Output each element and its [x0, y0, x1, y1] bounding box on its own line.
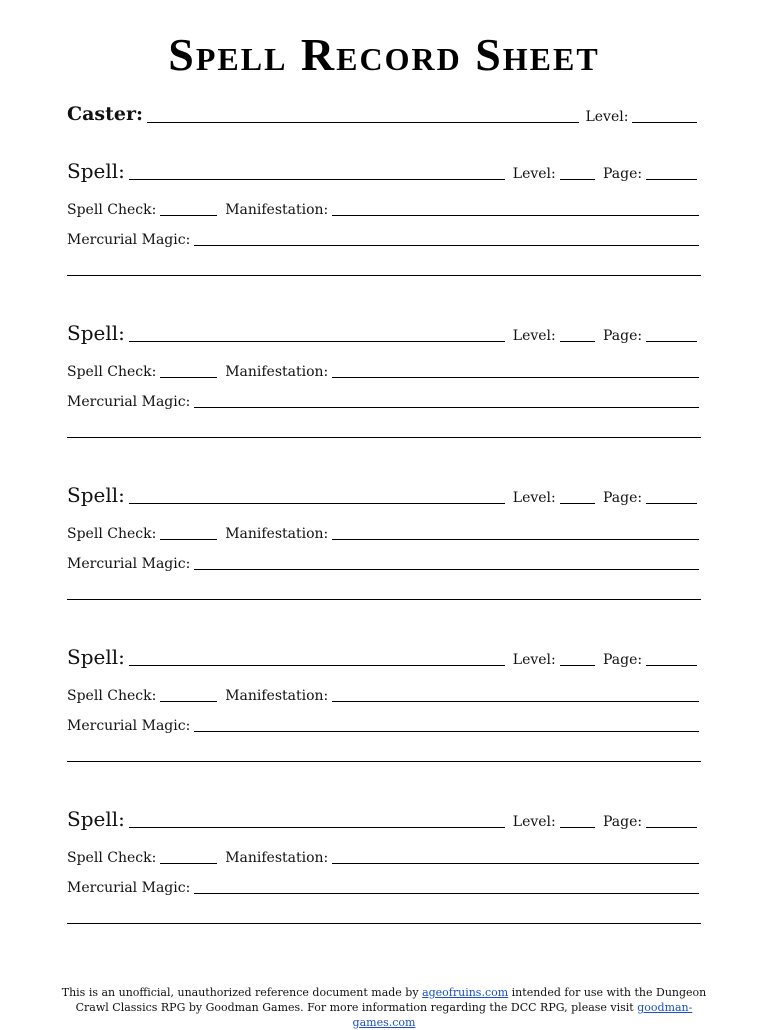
spell-level-label: Level: [512, 166, 556, 182]
spell-level-field[interactable] [560, 665, 595, 666]
spell-level-label: Level: [512, 652, 556, 668]
spell-check-row [67, 688, 699, 704]
spell-row [67, 322, 697, 344]
footer-text-1: This is an unofficial, unauthorized reference document made by [61, 986, 423, 999]
spell-page-label: Page: [602, 652, 643, 668]
spell-check-label: Spell Check: [67, 850, 157, 866]
mercurial-magic-label: Mercurial Magic: [67, 394, 191, 410]
mercurial-magic-field[interactable] [194, 569, 699, 570]
spell-level-label: Level: [512, 328, 556, 344]
spell-name-field[interactable] [129, 341, 505, 342]
manifestation-field[interactable] [332, 863, 699, 864]
manifestation-label: Manifestation: [225, 688, 329, 704]
spell-check-field[interactable] [160, 863, 217, 864]
manifestation-label: Manifestation: [225, 526, 329, 542]
spell-check-row [67, 526, 699, 542]
manifestation-field[interactable] [332, 215, 699, 216]
spell-check-row [67, 850, 699, 866]
mercurial-magic-field[interactable] [194, 893, 699, 894]
spell-name-field[interactable] [129, 827, 505, 828]
notes-line[interactable] [67, 761, 701, 762]
spell-check-label: Spell Check: [67, 526, 157, 542]
caster-level-field[interactable] [632, 122, 697, 123]
mercurial-magic-label: Mercurial Magic: [67, 556, 191, 572]
mercurial-magic-label: Mercurial Magic: [67, 880, 191, 896]
mercurial-row [67, 880, 699, 896]
notes-line[interactable] [67, 275, 701, 276]
spell-name-field[interactable] [129, 179, 505, 180]
spell-level-field[interactable] [560, 827, 595, 828]
spell-row [67, 808, 697, 830]
manifestation-label: Manifestation: [225, 202, 329, 218]
mercurial-row [67, 556, 699, 572]
notes-line[interactable] [67, 437, 701, 438]
spell-label: Spell: [67, 321, 125, 345]
spell-level-field[interactable] [560, 503, 595, 504]
mercurial-magic-label: Mercurial Magic: [67, 232, 191, 248]
spell-label: Spell: [67, 807, 125, 831]
spell-page-field[interactable] [646, 341, 697, 342]
manifestation-field[interactable] [332, 539, 699, 540]
footer-note [60, 985, 708, 1030]
notes-line[interactable] [67, 599, 701, 600]
mercurial-row [67, 232, 699, 248]
spell-level-field[interactable] [560, 179, 595, 180]
spell-page-label: Page: [602, 328, 643, 344]
spell-page-field[interactable] [646, 179, 697, 180]
spell-check-field[interactable] [160, 539, 217, 540]
ageofruins-link[interactable]: ageofruins.com [422, 986, 509, 999]
manifestation-label: Manifestation: [225, 850, 329, 866]
caster-label: Caster: [67, 103, 144, 125]
mercurial-magic-label: Mercurial Magic: [67, 718, 191, 734]
goodman-games-link[interactable]: goodman-games.com [352, 1001, 693, 1029]
spell-check-field[interactable] [160, 377, 217, 378]
spell-check-label: Spell Check: [67, 688, 157, 704]
spell-level-field[interactable] [560, 341, 595, 342]
spell-row [67, 484, 697, 506]
spell-page-field[interactable] [646, 503, 697, 504]
spell-label: Spell: [67, 483, 125, 507]
spell-page-label: Page: [602, 490, 643, 506]
spell-row [67, 160, 697, 182]
spell-label: Spell: [67, 645, 125, 669]
spell-page-field[interactable] [646, 665, 697, 666]
spell-page-label: Page: [602, 814, 643, 830]
spell-label: Spell: [67, 159, 125, 183]
caster-name-field[interactable] [147, 122, 579, 123]
manifestation-label: Manifestation: [225, 364, 329, 380]
spell-row [67, 646, 697, 668]
manifestation-field[interactable] [332, 377, 699, 378]
mercurial-magic-field[interactable] [194, 245, 699, 246]
spell-check-label: Spell Check: [67, 364, 157, 380]
page-title: Spell Record Sheet [168, 29, 600, 80]
spell-level-label: Level: [512, 814, 556, 830]
spell-page-field[interactable] [646, 827, 697, 828]
spell-name-field[interactable] [129, 665, 505, 666]
notes-line[interactable] [67, 923, 701, 924]
spell-check-field[interactable] [160, 215, 217, 216]
mercurial-row [67, 394, 699, 410]
footer-text-2: intended for use with the Dungeon Crawl Classics RPG by Goodman Games. For more information regarding the DCC RPG, please visit [75, 986, 707, 1014]
spell-check-row [67, 202, 699, 218]
mercurial-magic-field[interactable] [194, 731, 699, 732]
manifestation-field[interactable] [332, 701, 699, 702]
spell-check-field[interactable] [160, 701, 217, 702]
mercurial-magic-field[interactable] [194, 407, 699, 408]
spell-page-label: Page: [602, 166, 643, 182]
spell-check-row [67, 364, 699, 380]
caster-level-label: Level: [585, 109, 629, 125]
spell-name-field[interactable] [129, 503, 505, 504]
spell-level-label: Level: [512, 490, 556, 506]
spell-check-label: Spell Check: [67, 202, 157, 218]
caster-row [67, 104, 697, 125]
mercurial-row [67, 718, 699, 734]
